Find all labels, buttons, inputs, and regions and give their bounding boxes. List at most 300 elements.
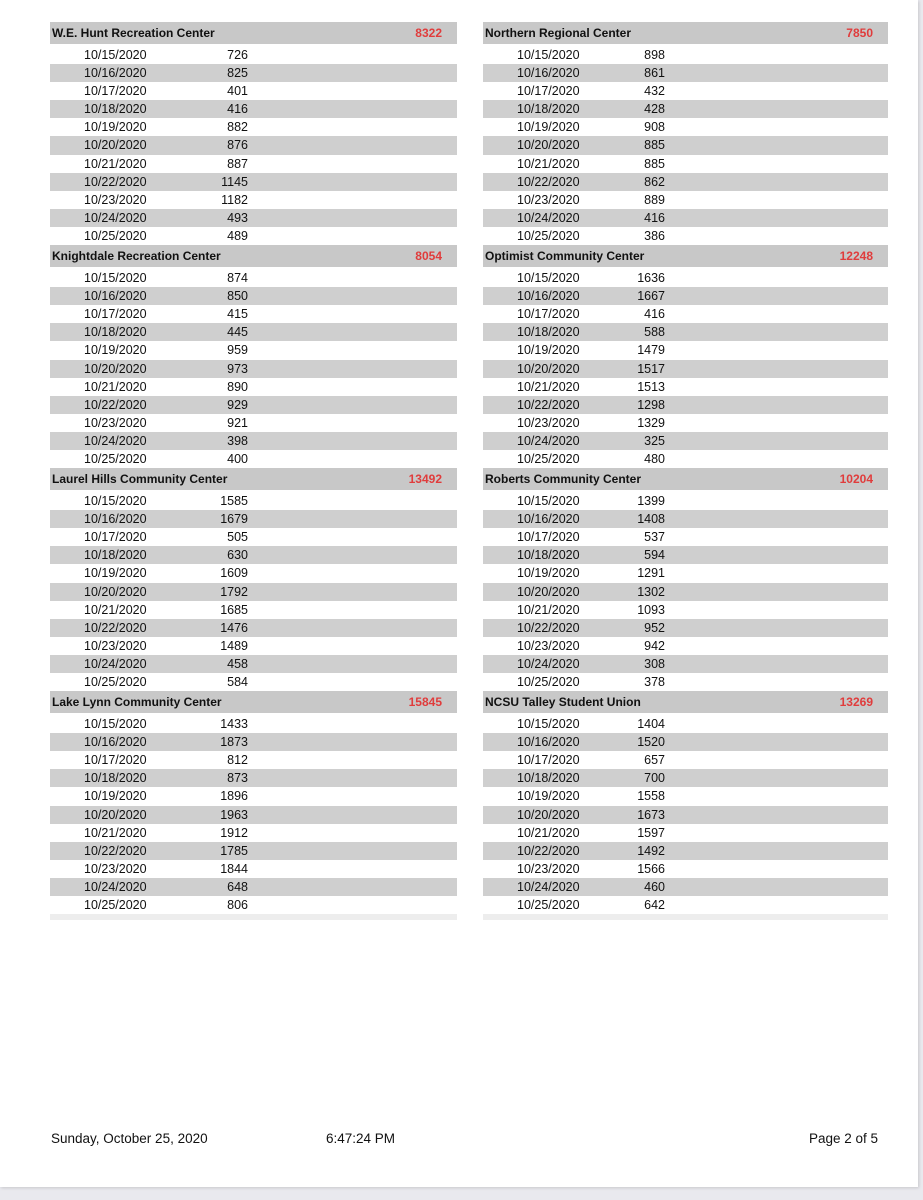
row-count: 850 bbox=[227, 289, 248, 304]
table-row bbox=[50, 583, 457, 601]
row-date: 10/23/2020 bbox=[84, 861, 147, 876]
row-date: 10/16/2020 bbox=[84, 289, 147, 304]
row-count: 1673 bbox=[637, 807, 665, 822]
row-count: 921 bbox=[227, 415, 248, 430]
table-row bbox=[483, 378, 888, 396]
table-row bbox=[483, 46, 888, 64]
table-row bbox=[483, 733, 888, 751]
table-row bbox=[483, 118, 888, 136]
table-row bbox=[483, 227, 888, 245]
table-row bbox=[50, 396, 457, 414]
table-row bbox=[50, 323, 457, 341]
table-row bbox=[50, 173, 457, 191]
table-row bbox=[483, 806, 888, 824]
table-row bbox=[483, 896, 888, 914]
center-section bbox=[50, 468, 457, 691]
table-row bbox=[483, 396, 888, 414]
row-date: 10/18/2020 bbox=[84, 548, 147, 563]
row-date: 10/15/2020 bbox=[84, 717, 147, 732]
row-date: 10/20/2020 bbox=[84, 138, 147, 153]
row-date: 10/19/2020 bbox=[517, 120, 580, 135]
row-date: 10/21/2020 bbox=[84, 825, 147, 840]
table-row bbox=[50, 896, 457, 914]
row-date: 10/23/2020 bbox=[517, 861, 580, 876]
center-total: 12248 bbox=[839, 249, 873, 264]
row-count: 401 bbox=[227, 84, 248, 99]
table-row bbox=[483, 305, 888, 323]
row-count: 1844 bbox=[220, 861, 248, 876]
row-count: 642 bbox=[644, 898, 665, 913]
row-count: 648 bbox=[227, 879, 248, 894]
footer-time: 6:47:24 PM bbox=[326, 1131, 396, 1146]
table-row bbox=[50, 287, 457, 305]
row-date: 10/20/2020 bbox=[517, 361, 580, 376]
row-date: 10/16/2020 bbox=[517, 512, 580, 527]
row-date: 10/21/2020 bbox=[517, 602, 580, 617]
table-row bbox=[50, 46, 457, 64]
table-row bbox=[483, 432, 888, 450]
row-count: 308 bbox=[644, 656, 665, 671]
row-count: 1479 bbox=[637, 343, 665, 358]
row-count: 1433 bbox=[220, 717, 248, 732]
table-row bbox=[50, 155, 457, 173]
row-count: 1609 bbox=[220, 566, 248, 581]
row-date: 10/18/2020 bbox=[517, 102, 580, 117]
table-row bbox=[50, 432, 457, 450]
row-date: 10/15/2020 bbox=[84, 48, 147, 62]
row-date: 10/18/2020 bbox=[84, 325, 147, 340]
row-date: 10/17/2020 bbox=[517, 753, 580, 768]
row-date: 10/20/2020 bbox=[517, 584, 580, 599]
row-count: 1093 bbox=[637, 602, 665, 617]
table-row bbox=[50, 341, 457, 359]
row-date: 10/19/2020 bbox=[517, 566, 580, 581]
row-date: 10/17/2020 bbox=[84, 307, 147, 322]
row-date: 10/22/2020 bbox=[84, 174, 147, 189]
row-count: 1145 bbox=[221, 174, 248, 189]
table-row bbox=[483, 601, 888, 619]
row-date: 10/18/2020 bbox=[84, 771, 147, 786]
table-row bbox=[483, 209, 888, 227]
row-date: 10/24/2020 bbox=[517, 210, 580, 225]
row-count: 1520 bbox=[637, 735, 665, 750]
row-count: 1636 bbox=[637, 271, 665, 286]
row-date: 10/23/2020 bbox=[84, 192, 147, 207]
table-row bbox=[483, 564, 888, 582]
center-header bbox=[50, 691, 457, 713]
table-row bbox=[50, 601, 457, 619]
row-count: 908 bbox=[644, 120, 665, 135]
table-row bbox=[50, 191, 457, 209]
row-count: 873 bbox=[227, 771, 248, 786]
row-date: 10/20/2020 bbox=[517, 807, 580, 822]
table-row bbox=[483, 655, 888, 673]
row-count: 1329 bbox=[637, 415, 665, 430]
row-count: 416 bbox=[227, 102, 248, 117]
center-total: 10204 bbox=[839, 472, 873, 487]
row-date: 10/17/2020 bbox=[517, 84, 580, 99]
row-date: 10/24/2020 bbox=[84, 656, 147, 671]
row-count: 594 bbox=[644, 548, 665, 563]
row-count: 1298 bbox=[637, 397, 665, 412]
center-header bbox=[483, 22, 888, 44]
row-date: 10/17/2020 bbox=[84, 530, 147, 545]
row-count: 1517 bbox=[637, 361, 665, 376]
table-row bbox=[483, 450, 888, 468]
row-date: 10/22/2020 bbox=[517, 174, 580, 189]
row-date: 10/25/2020 bbox=[84, 228, 147, 243]
row-date: 10/20/2020 bbox=[517, 138, 580, 153]
table-row bbox=[483, 860, 888, 878]
table-end-bar bbox=[50, 914, 457, 920]
center-header bbox=[50, 468, 457, 490]
center-total: 13269 bbox=[839, 695, 873, 710]
row-count: 1476 bbox=[220, 620, 248, 635]
row-date: 10/23/2020 bbox=[517, 415, 580, 430]
row-date: 10/24/2020 bbox=[517, 433, 580, 448]
row-date: 10/23/2020 bbox=[517, 638, 580, 653]
table-row bbox=[483, 824, 888, 842]
center-total: 7850 bbox=[846, 26, 873, 40]
row-date: 10/20/2020 bbox=[84, 807, 147, 822]
row-date: 10/19/2020 bbox=[84, 343, 147, 358]
row-date: 10/16/2020 bbox=[517, 735, 580, 750]
row-count: 416 bbox=[644, 210, 665, 225]
row-date: 10/17/2020 bbox=[84, 753, 147, 768]
table-row bbox=[50, 227, 457, 245]
row-count: 480 bbox=[644, 451, 665, 466]
table-row bbox=[50, 414, 457, 432]
row-count: 700 bbox=[644, 771, 665, 786]
center-section bbox=[483, 22, 888, 245]
center-header bbox=[50, 245, 457, 267]
row-date: 10/17/2020 bbox=[84, 84, 147, 99]
table-row bbox=[483, 546, 888, 564]
row-date: 10/24/2020 bbox=[517, 879, 580, 894]
row-count: 1896 bbox=[220, 789, 248, 804]
row-date: 10/24/2020 bbox=[84, 879, 147, 894]
table-row bbox=[483, 191, 888, 209]
table-row bbox=[483, 878, 888, 896]
row-date: 10/18/2020 bbox=[517, 548, 580, 563]
center-total: 15845 bbox=[408, 695, 442, 710]
row-date: 10/17/2020 bbox=[517, 530, 580, 545]
center-name: Lake Lynn Community Center bbox=[52, 695, 222, 710]
row-count: 929 bbox=[227, 397, 248, 412]
table-row bbox=[483, 323, 888, 341]
row-date: 10/19/2020 bbox=[84, 789, 147, 804]
table-row bbox=[483, 82, 888, 100]
center-total: 13492 bbox=[408, 472, 442, 487]
row-date: 10/15/2020 bbox=[517, 48, 580, 62]
row-count: 861 bbox=[644, 66, 665, 81]
table-row bbox=[50, 378, 457, 396]
table-row bbox=[50, 824, 457, 842]
table-row bbox=[483, 269, 888, 287]
row-count: 874 bbox=[227, 271, 248, 286]
table-row bbox=[483, 751, 888, 769]
row-count: 432 bbox=[644, 84, 665, 99]
row-count: 325 bbox=[644, 433, 665, 448]
center-section bbox=[50, 245, 457, 468]
row-count: 1489 bbox=[220, 638, 248, 653]
table-row bbox=[50, 842, 457, 860]
center-header bbox=[483, 691, 888, 713]
row-count: 812 bbox=[227, 753, 248, 768]
row-count: 825 bbox=[227, 66, 248, 81]
row-count: 584 bbox=[227, 675, 248, 689]
row-count: 1492 bbox=[637, 843, 665, 858]
row-count: 416 bbox=[644, 307, 665, 322]
row-date: 10/22/2020 bbox=[517, 843, 580, 858]
row-date: 10/23/2020 bbox=[517, 192, 580, 207]
table-row bbox=[50, 860, 457, 878]
table-row bbox=[483, 341, 888, 359]
table-row bbox=[50, 787, 457, 805]
row-date: 10/25/2020 bbox=[517, 898, 580, 913]
table-row bbox=[50, 769, 457, 787]
table-row bbox=[50, 637, 457, 655]
row-date: 10/25/2020 bbox=[84, 898, 147, 913]
row-date: 10/19/2020 bbox=[517, 343, 580, 358]
row-count: 493 bbox=[227, 210, 248, 225]
center-header bbox=[483, 245, 888, 267]
table-row bbox=[50, 715, 457, 733]
row-date: 10/16/2020 bbox=[517, 289, 580, 304]
row-count: 1291 bbox=[637, 566, 665, 581]
table-row bbox=[483, 414, 888, 432]
center-name: Laurel Hills Community Center bbox=[52, 472, 228, 487]
center-header bbox=[50, 22, 457, 44]
row-date: 10/25/2020 bbox=[517, 451, 580, 466]
row-count: 942 bbox=[644, 638, 665, 653]
row-date: 10/15/2020 bbox=[84, 494, 147, 509]
row-date: 10/24/2020 bbox=[84, 433, 147, 448]
row-count: 1873 bbox=[220, 735, 248, 750]
center-total: 8054 bbox=[415, 249, 442, 264]
table-row bbox=[50, 136, 457, 154]
row-count: 489 bbox=[227, 228, 248, 243]
center-total: 8322 bbox=[415, 26, 442, 40]
row-count: 1585 bbox=[220, 494, 248, 509]
table-row bbox=[483, 287, 888, 305]
row-date: 10/24/2020 bbox=[517, 656, 580, 671]
table-row bbox=[483, 619, 888, 637]
row-count: 398 bbox=[227, 433, 248, 448]
row-date: 10/15/2020 bbox=[517, 717, 580, 732]
row-count: 1792 bbox=[220, 584, 248, 599]
center-section bbox=[483, 691, 888, 914]
row-date: 10/23/2020 bbox=[84, 638, 147, 653]
row-count: 460 bbox=[644, 879, 665, 894]
row-count: 1597 bbox=[637, 825, 665, 840]
row-count: 1408 bbox=[637, 512, 665, 527]
center-name: NCSU Talley Student Union bbox=[485, 695, 641, 710]
row-count: 973 bbox=[227, 361, 248, 376]
row-date: 10/22/2020 bbox=[517, 620, 580, 635]
row-count: 885 bbox=[644, 138, 665, 153]
table-row bbox=[50, 100, 457, 118]
row-count: 887 bbox=[227, 156, 248, 171]
row-count: 1912 bbox=[220, 825, 248, 840]
row-count: 876 bbox=[227, 138, 248, 153]
table-row bbox=[483, 673, 888, 691]
table-row bbox=[50, 305, 457, 323]
row-date: 10/19/2020 bbox=[517, 789, 580, 804]
row-date: 10/15/2020 bbox=[84, 271, 147, 286]
row-count: 726 bbox=[227, 48, 248, 62]
table-row bbox=[483, 155, 888, 173]
row-date: 10/22/2020 bbox=[517, 397, 580, 412]
center-header bbox=[483, 468, 888, 490]
table-row bbox=[50, 564, 457, 582]
row-count: 952 bbox=[644, 620, 665, 635]
table-row bbox=[483, 492, 888, 510]
row-date: 10/22/2020 bbox=[84, 843, 147, 858]
row-date: 10/24/2020 bbox=[84, 210, 147, 225]
table-row bbox=[50, 733, 457, 751]
row-date: 10/21/2020 bbox=[84, 379, 147, 394]
row-count: 378 bbox=[644, 675, 665, 689]
footer-page-number: Page 2 of 5 bbox=[808, 1131, 878, 1146]
center-name: Roberts Community Center bbox=[485, 472, 642, 487]
table-row bbox=[50, 528, 457, 546]
row-date: 10/18/2020 bbox=[517, 325, 580, 340]
row-date: 10/20/2020 bbox=[84, 584, 147, 599]
left-column bbox=[50, 22, 457, 920]
row-count: 806 bbox=[227, 898, 248, 913]
row-count: 1566 bbox=[637, 861, 665, 876]
row-date: 10/25/2020 bbox=[84, 451, 147, 466]
row-count: 1302 bbox=[637, 584, 665, 599]
table-row bbox=[483, 528, 888, 546]
row-date: 10/22/2020 bbox=[84, 397, 147, 412]
row-count: 428 bbox=[644, 102, 665, 117]
row-count: 1785 bbox=[220, 843, 248, 858]
table-row bbox=[483, 64, 888, 82]
row-count: 889 bbox=[644, 192, 665, 207]
row-date: 10/21/2020 bbox=[517, 156, 580, 171]
table-row bbox=[483, 173, 888, 191]
row-date: 10/15/2020 bbox=[517, 494, 580, 509]
table-row bbox=[50, 64, 457, 82]
row-date: 10/22/2020 bbox=[84, 620, 147, 635]
row-date: 10/16/2020 bbox=[84, 512, 147, 527]
table-end-bar bbox=[483, 914, 888, 920]
row-date: 10/15/2020 bbox=[517, 271, 580, 286]
table-row bbox=[483, 100, 888, 118]
row-date: 10/25/2020 bbox=[84, 675, 147, 689]
table-row bbox=[483, 769, 888, 787]
right-column bbox=[483, 22, 888, 920]
row-count: 415 bbox=[227, 307, 248, 322]
row-count: 1679 bbox=[220, 512, 248, 527]
row-count: 505 bbox=[227, 530, 248, 545]
table-row bbox=[50, 546, 457, 564]
center-section bbox=[50, 22, 457, 245]
table-row bbox=[483, 510, 888, 528]
table-row bbox=[483, 842, 888, 860]
table-row bbox=[50, 673, 457, 691]
row-count: 400 bbox=[227, 451, 248, 466]
row-date: 10/21/2020 bbox=[517, 825, 580, 840]
row-date: 10/21/2020 bbox=[84, 602, 147, 617]
row-count: 1182 bbox=[221, 192, 248, 207]
table-row bbox=[50, 360, 457, 378]
row-date: 10/16/2020 bbox=[84, 735, 147, 750]
center-name: W.E. Hunt Recreation Center bbox=[52, 26, 215, 40]
row-count: 1558 bbox=[637, 789, 665, 804]
row-date: 10/19/2020 bbox=[84, 120, 147, 135]
table-row bbox=[483, 787, 888, 805]
row-date: 10/21/2020 bbox=[84, 156, 147, 171]
table-row bbox=[50, 492, 457, 510]
row-count: 537 bbox=[644, 530, 665, 545]
row-date: 10/19/2020 bbox=[84, 566, 147, 581]
row-date: 10/17/2020 bbox=[517, 307, 580, 322]
row-date: 10/16/2020 bbox=[517, 66, 580, 81]
table-row bbox=[50, 269, 457, 287]
row-date: 10/18/2020 bbox=[517, 771, 580, 786]
row-date: 10/25/2020 bbox=[517, 228, 580, 243]
row-count: 898 bbox=[644, 48, 665, 62]
center-name: Optimist Community Center bbox=[485, 249, 645, 264]
row-count: 890 bbox=[227, 379, 248, 394]
table-row bbox=[50, 118, 457, 136]
row-count: 1963 bbox=[220, 807, 248, 822]
row-date: 10/16/2020 bbox=[84, 66, 147, 81]
row-count: 882 bbox=[227, 120, 248, 135]
row-count: 1513 bbox=[637, 379, 665, 394]
table-row bbox=[50, 751, 457, 769]
row-count: 386 bbox=[644, 228, 665, 243]
row-count: 1667 bbox=[637, 289, 665, 304]
row-date: 10/18/2020 bbox=[84, 102, 147, 117]
row-count: 657 bbox=[644, 753, 665, 768]
row-date: 10/23/2020 bbox=[84, 415, 147, 430]
table-row bbox=[483, 360, 888, 378]
row-count: 588 bbox=[644, 325, 665, 340]
table-row bbox=[50, 619, 457, 637]
table-row bbox=[50, 209, 457, 227]
table-row bbox=[50, 450, 457, 468]
center-name: Knightdale Recreation Center bbox=[52, 249, 221, 264]
row-count: 862 bbox=[644, 174, 665, 189]
table-row bbox=[483, 637, 888, 655]
table-row bbox=[483, 136, 888, 154]
center-section bbox=[483, 468, 888, 691]
row-count: 1399 bbox=[637, 494, 665, 509]
row-date: 10/25/2020 bbox=[517, 675, 580, 689]
center-section bbox=[483, 245, 888, 468]
footer-date: Sunday, October 25, 2020 bbox=[51, 1131, 208, 1146]
row-count: 458 bbox=[227, 656, 248, 671]
table-row bbox=[50, 806, 457, 824]
row-count: 445 bbox=[227, 325, 248, 340]
row-count: 630 bbox=[227, 548, 248, 563]
table-row bbox=[50, 655, 457, 673]
table-row bbox=[50, 878, 457, 896]
row-date: 10/20/2020 bbox=[84, 361, 147, 376]
row-count: 1685 bbox=[220, 602, 248, 617]
row-count: 1404 bbox=[637, 717, 665, 732]
row-count: 959 bbox=[227, 343, 248, 358]
row-date: 10/21/2020 bbox=[517, 379, 580, 394]
table-row bbox=[50, 82, 457, 100]
table-row bbox=[50, 510, 457, 528]
table-row bbox=[483, 583, 888, 601]
center-section bbox=[50, 691, 457, 914]
